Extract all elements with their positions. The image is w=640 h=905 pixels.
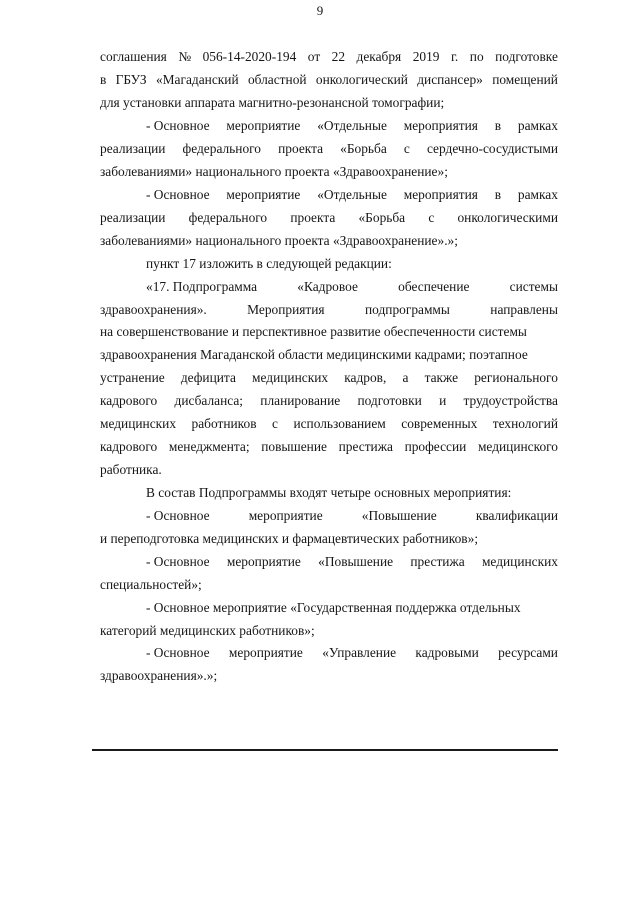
text-line xyxy=(146,279,558,295)
text-line xyxy=(100,210,558,226)
text-word: от xyxy=(307,49,321,64)
text-word: реализации xyxy=(100,141,166,156)
text-word: подпрограммы xyxy=(364,302,450,317)
text-word: помещений xyxy=(492,72,558,87)
text-word: соглашения xyxy=(100,49,167,64)
text-line: здравоохранения».»; xyxy=(100,668,218,683)
text-word: мероприятие xyxy=(226,187,301,202)
text-word: дефицита xyxy=(180,370,236,385)
text-word: медицинских xyxy=(252,370,329,385)
text-word: онкологическими xyxy=(457,210,558,225)
text-line: В состав Подпрограммы входят четыре основных мероприятия: xyxy=(146,485,512,500)
text-word: кадров, xyxy=(344,370,387,385)
text-word: системы xyxy=(509,279,558,294)
text-word: 22 xyxy=(331,49,346,64)
text-word: планирование xyxy=(260,393,341,408)
text-word: престижа xyxy=(338,439,393,454)
text-word: по xyxy=(469,49,484,64)
text-line xyxy=(100,141,558,157)
text-word: повышение xyxy=(261,439,327,454)
text-word: также xyxy=(424,370,459,385)
text-word: мероприятия xyxy=(403,118,478,133)
text-line: работника. xyxy=(100,462,162,477)
text-word: технологий xyxy=(492,416,558,431)
text-word: а xyxy=(402,370,409,385)
text-word: рамках xyxy=(517,118,558,133)
text-word: - Основное xyxy=(146,508,210,523)
text-word: федерального xyxy=(188,210,268,225)
text-word: реализации xyxy=(100,210,166,225)
text-word: «Отдельные xyxy=(317,118,387,133)
text-word: медицинских xyxy=(481,554,558,569)
text-word: устранение xyxy=(100,370,165,385)
text-word: проекта xyxy=(278,141,324,156)
text-line xyxy=(100,302,558,318)
text-word: «Борьба xyxy=(358,210,406,225)
text-line: для установки аппарата магнитно-резонансной томографии; xyxy=(100,95,445,110)
text-word: профессии xyxy=(404,439,467,454)
text-word: - Основное xyxy=(146,554,210,569)
text-line xyxy=(100,49,558,65)
text-line: здравоохранения Магаданской области медицинскими кадрами; поэтапное xyxy=(100,347,528,362)
text-word: - Основное xyxy=(146,645,210,660)
text-word: мероприятие xyxy=(226,118,301,133)
text-word: медицинского xyxy=(477,439,558,454)
text-word: - Основное xyxy=(146,187,210,202)
text-word: «17. Подпрограмма xyxy=(146,279,258,294)
text-word: декабря xyxy=(356,49,402,64)
text-line xyxy=(100,72,558,88)
text-word: с xyxy=(272,416,278,431)
text-word: мероприятие xyxy=(228,645,303,660)
text-line xyxy=(146,187,558,203)
text-word: онкологический xyxy=(315,72,408,87)
text-word: «Повышение xyxy=(318,554,394,569)
text-word: в xyxy=(494,187,502,202)
text-word: мероприятие xyxy=(248,508,323,523)
text-word: диспансер» xyxy=(417,72,483,87)
text-line xyxy=(100,416,558,432)
page-number: 9 xyxy=(316,3,324,18)
text-line: на совершенствование и перспективное развитие обеспеченности системы xyxy=(100,324,527,339)
text-line xyxy=(146,118,558,134)
text-word: работников xyxy=(191,416,257,431)
text-line xyxy=(100,393,558,409)
text-word: «Борьба xyxy=(340,141,387,156)
text-word: и xyxy=(439,393,447,408)
text-word: в xyxy=(494,118,502,133)
text-word: проекта xyxy=(290,210,336,225)
text-word: кадрового xyxy=(100,393,158,408)
text-word: менеджмента; xyxy=(168,439,250,454)
text-word: подготовке xyxy=(495,49,558,64)
text-line xyxy=(146,554,558,570)
text-word: ресурсами xyxy=(498,645,558,660)
text-line: категорий медицинских работников»; xyxy=(100,623,315,638)
text-line: заболеваниями» национального проекта «Здравоохранение»; xyxy=(100,164,448,179)
text-word: «Повышение xyxy=(361,508,437,523)
text-line: пункт 17 изложить в следующей редакции: xyxy=(146,256,392,271)
text-word: областной xyxy=(247,72,307,87)
text-word: квалификации xyxy=(475,508,558,523)
text-word: подготовки xyxy=(357,393,422,408)
text-word: «Управление xyxy=(322,645,397,660)
text-word: престижа xyxy=(410,554,465,569)
text-word: с xyxy=(428,210,435,225)
text-word: мероприятия xyxy=(403,187,478,202)
text-line xyxy=(100,370,558,386)
horizontal-rule xyxy=(92,749,558,751)
text-line: специальностей»; xyxy=(100,577,202,592)
text-word: медицинских xyxy=(100,416,177,431)
text-word: мероприятие xyxy=(226,554,301,569)
text-word: направлены xyxy=(490,302,558,317)
text-word: № xyxy=(178,49,192,64)
text-line xyxy=(100,439,558,455)
text-word: рамках xyxy=(517,187,558,202)
text-word: федерального xyxy=(182,141,262,156)
text-word: г. xyxy=(450,49,459,64)
text-word: трудоустройства xyxy=(463,393,558,408)
text-word: «Кадровое xyxy=(297,279,358,294)
text-word: регионального xyxy=(474,370,558,385)
text-word: обеспечение xyxy=(398,279,470,294)
text-word: дисбаланса; xyxy=(174,393,244,408)
text-word: ГБУЗ xyxy=(115,72,147,87)
text-word: с xyxy=(403,141,410,156)
text-line: - Основное мероприятие «Государственная поддержка отдельных xyxy=(146,600,521,615)
text-word: в xyxy=(100,72,107,87)
text-word: кадровыми xyxy=(415,645,479,660)
text-word: 2019 xyxy=(412,49,440,64)
text-word: кадрового xyxy=(100,439,158,454)
text-line xyxy=(146,508,558,524)
text-line: и переподготовка медицинских и фармацевтических работников»; xyxy=(100,531,479,546)
text-line: заболеваниями» национального проекта «Здравоохранение».»; xyxy=(100,233,458,248)
text-word: «Магаданский xyxy=(155,72,239,87)
text-word: 056-14-2020-194 xyxy=(202,49,297,64)
text-word: сердечно-сосудистыми xyxy=(426,141,558,156)
text-word: Мероприятия xyxy=(247,302,325,317)
text-word: - Основное xyxy=(146,118,210,133)
text-word: использованием xyxy=(293,416,386,431)
text-word: здравоохранения». xyxy=(100,302,207,317)
text-word: «Отдельные xyxy=(317,187,387,202)
text-word: современных xyxy=(401,416,478,431)
text-line xyxy=(146,645,558,661)
